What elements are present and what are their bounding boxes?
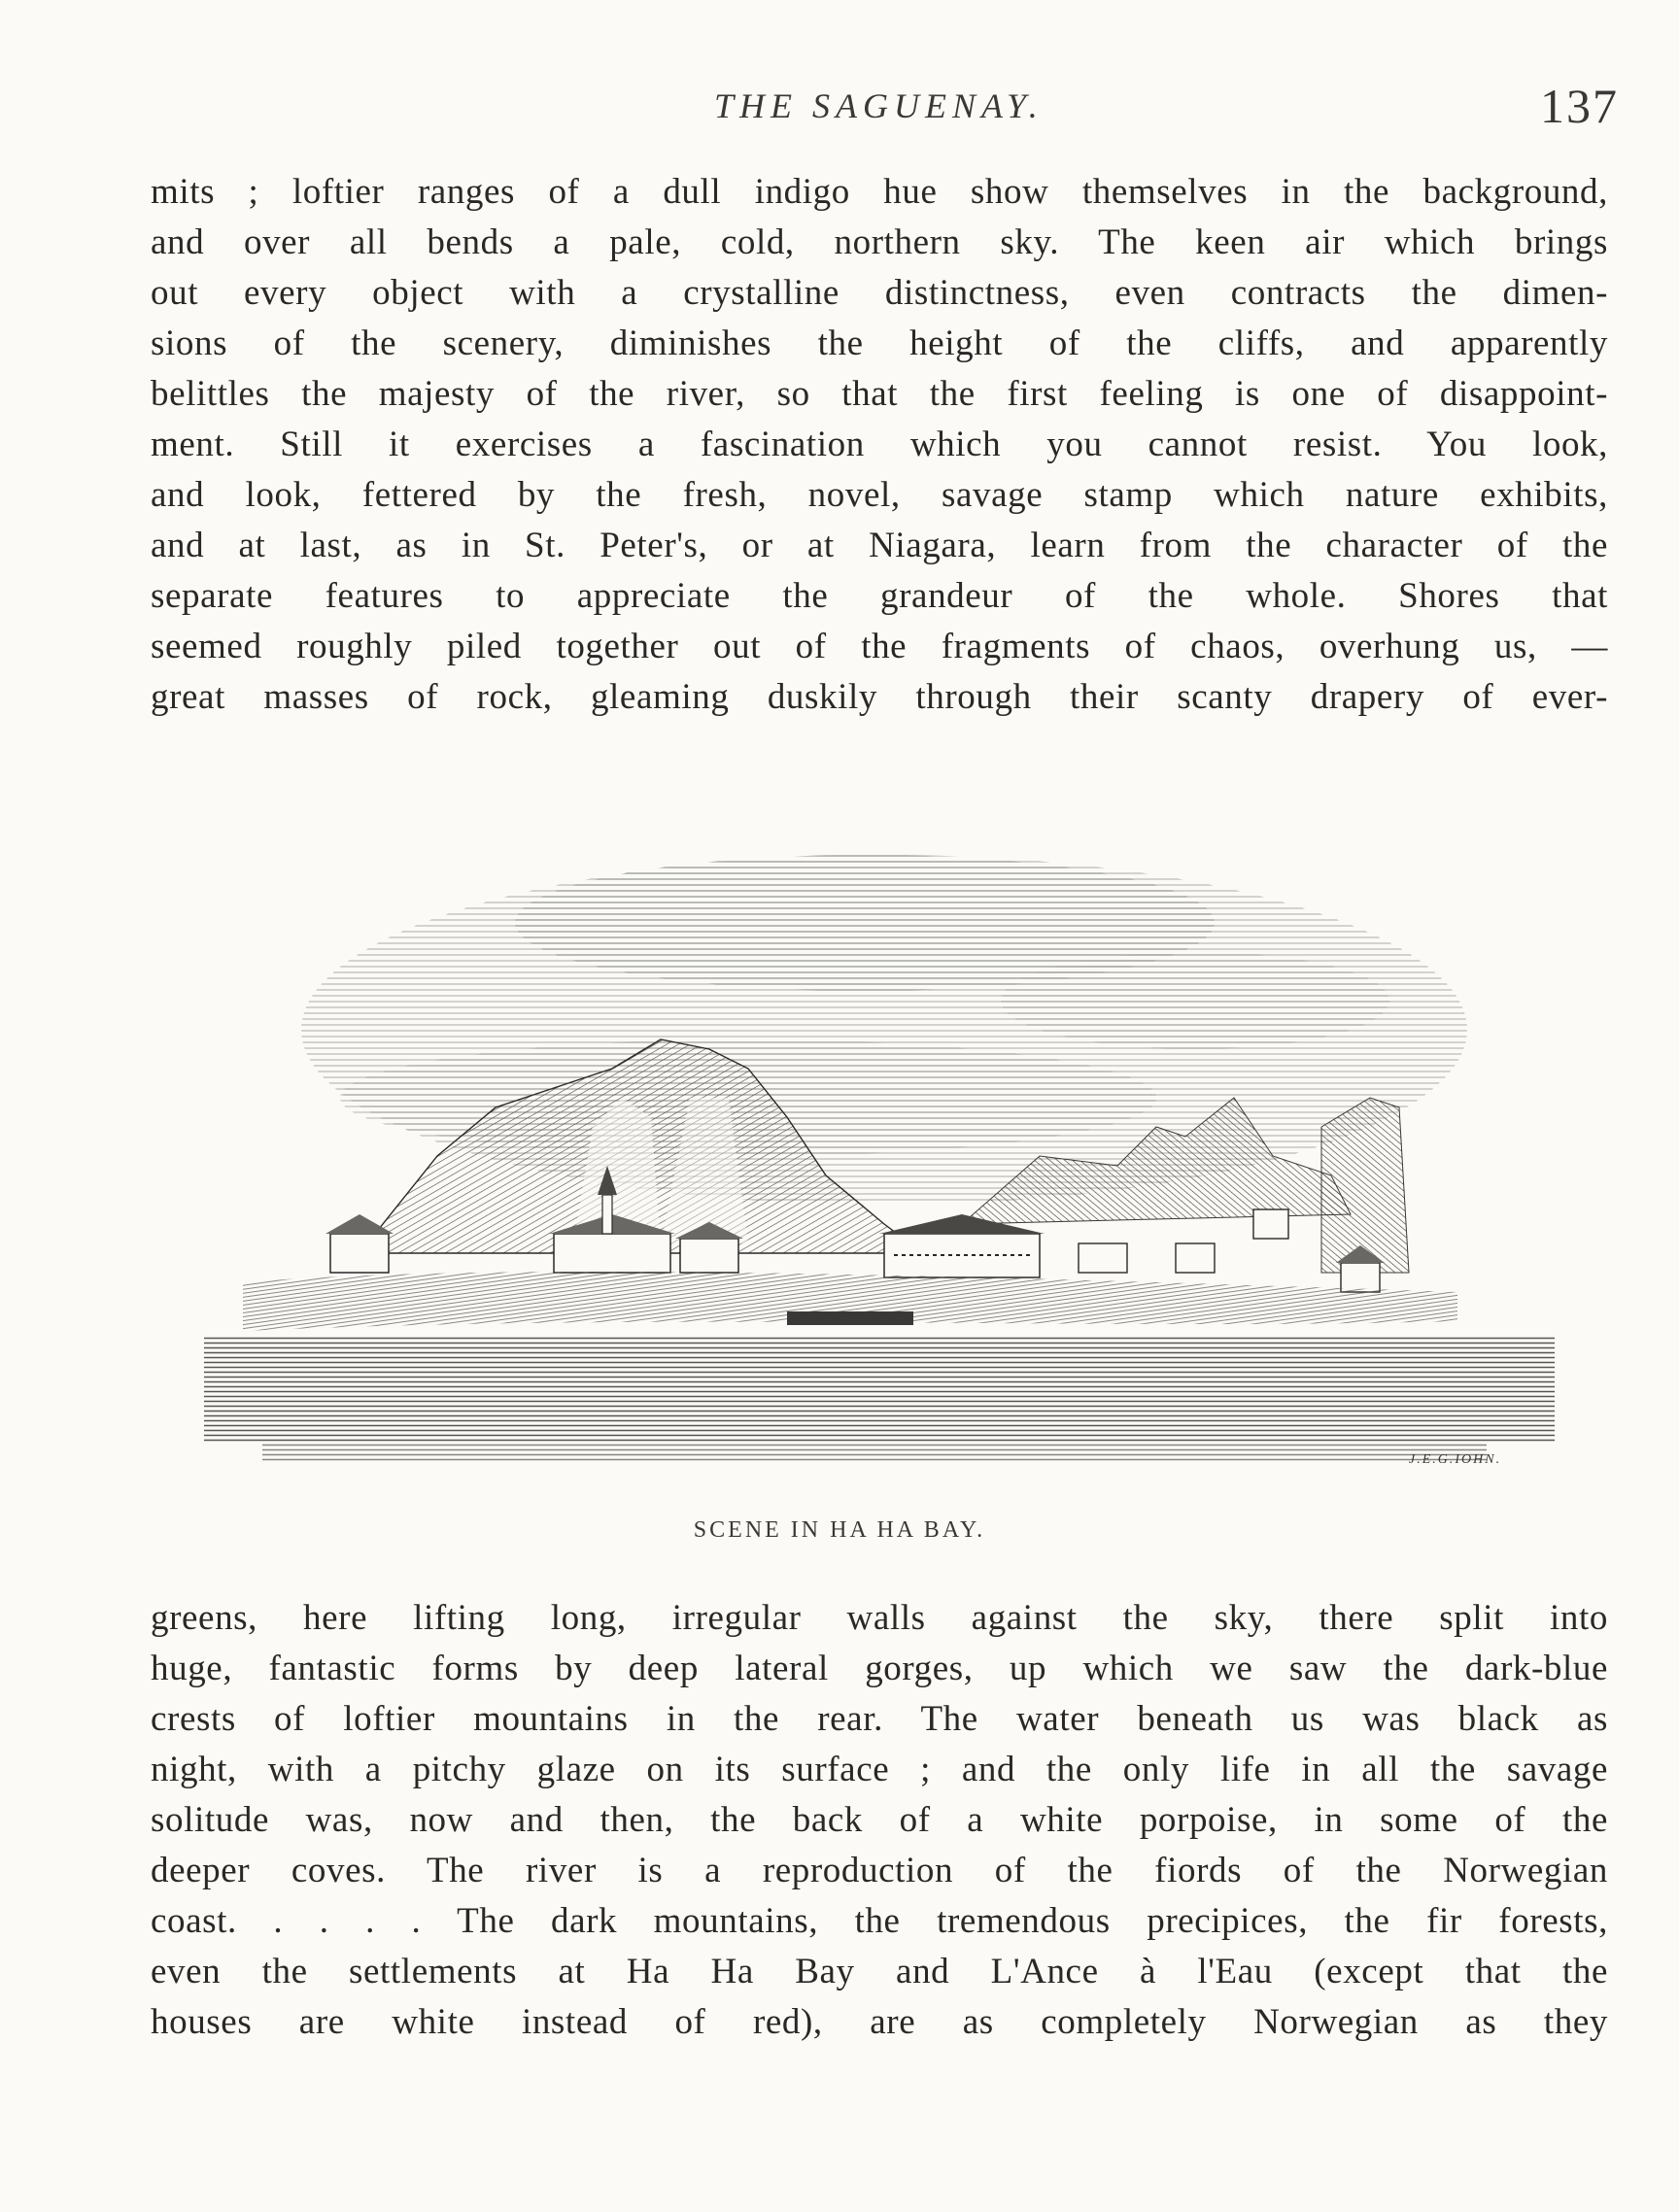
engraving-illustration (204, 806, 1555, 1506)
text-line: houses are white instead of red), are as completely Norwegian as they (151, 2002, 1608, 2042)
text-line: and look, fettered by the fresh, novel, savage stamp which nature exhibits, (151, 475, 1608, 515)
text-line: and over all bends a pale, cold, northern sky. The keen air which brings (151, 222, 1608, 262)
water-hatching (204, 1336, 1555, 1462)
text-line: ment. Still it exercises a fascination which you cannot resist. You look, (151, 425, 1608, 464)
paragraph-top (151, 167, 1608, 723)
figure-caption: SCENE IN HA HA BAY. (693, 1517, 986, 1543)
text-line: huge, fantastic forms by deep lateral gorges, up which we saw the dark-blue (151, 1649, 1608, 1688)
text-line: separate features to appreciate the grandeur of the whole. Shores that (151, 576, 1608, 616)
text-line: night, with a pitchy glaze on its surface ; and the only life in all the savage (151, 1750, 1608, 1789)
text-line: seemed roughly piled together out of the fragments of chaos, overhung us, — (151, 627, 1608, 666)
text-line: sions of the scenery, diminishes the height of the cliffs, and apparently (151, 323, 1608, 363)
text-line: greens, here lifting long, irregular walls against the sky, there split into (151, 1598, 1608, 1638)
text-line: and at last, as in St. Peter's, or at Niagara, learn from the character of the (151, 526, 1608, 565)
page-header (0, 79, 1679, 144)
text-line: belittles the majesty of the river, so that the first feeling is one of disappoint- (151, 374, 1608, 414)
text-line: crests of loftier mountains in the rear. The water beneath us was black as (151, 1699, 1608, 1739)
engraver-signature: J.E.G.IOHN. (1409, 1452, 1502, 1467)
text-line: deeper coves. The river is a reproduction of the fiords of the Norwegian (151, 1851, 1608, 1890)
shore-and-pier (243, 1272, 1457, 1331)
text-line: out every object with a crystalline distinctness, even contracts the dimen- (151, 273, 1608, 313)
text-line: solitude was, now and then, the back of a white porpoise, in some of the (151, 1800, 1608, 1840)
paragraph-bottom (151, 1593, 1608, 2048)
page-number: 137 (1540, 79, 1619, 133)
engraving-scene (204, 806, 1555, 1506)
text-line: coast. . . . . The dark mountains, the tremendous precipices, the fir forests, (151, 1901, 1608, 1941)
text-line: mits ; loftier ranges of a dull indigo hue show themselves in the background, (151, 172, 1608, 212)
running-title: THE SAGUENAY. (714, 86, 1044, 125)
text-line: even the settlements at Ha Ha Bay and L'Ance à l'Eau (except that the (151, 1952, 1608, 1991)
text-line: great masses of rock, gleaming duskily through their scanty drapery of ever- (151, 677, 1608, 717)
